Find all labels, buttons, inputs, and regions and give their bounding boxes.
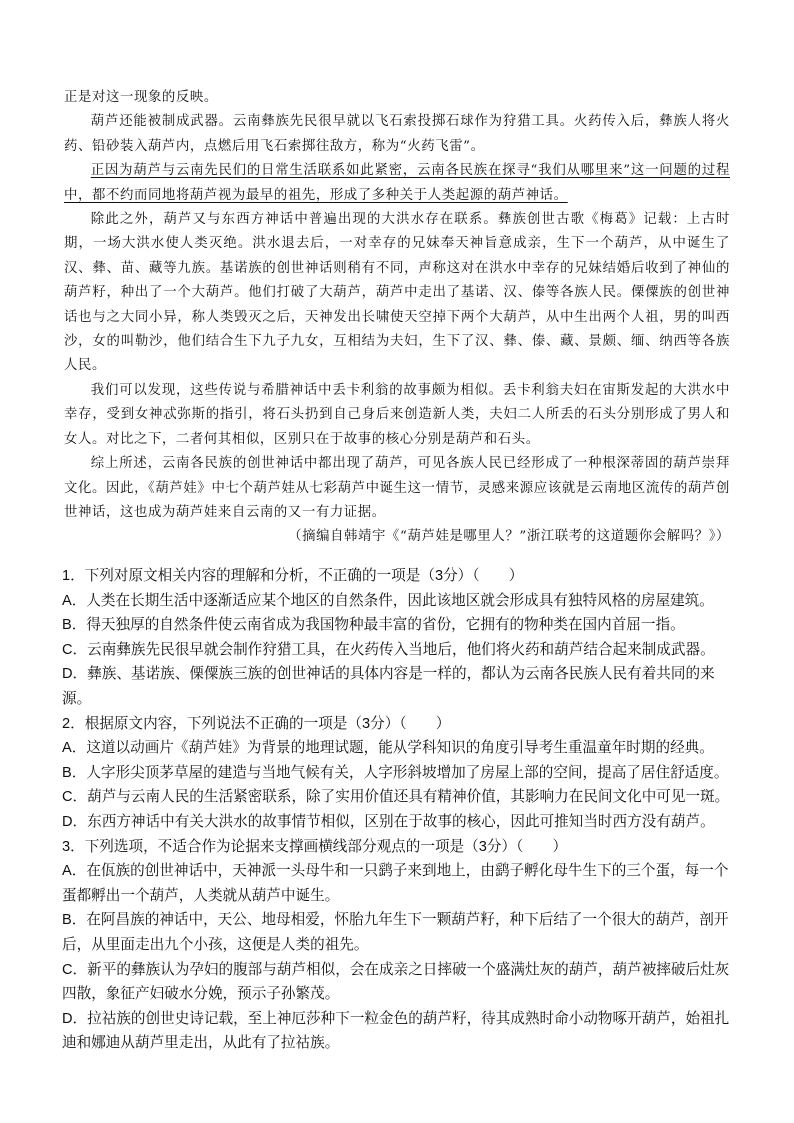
- question-3-option-b: B．在阿昌族的神话中，天公、地母相爱，怀胎九年生下一颗葫芦籽，种下后结了一个很大的葫芦，剖开后，从里面走出九个小孩，这便是人类的祖先。: [62, 912, 729, 953]
- passage-paragraph-4: 我们可以发现，这些传说与希腊神话中丢卡利翁的故事颇为相似。丢卡利翁夫妇在宙斯发起的大洪水中幸存，受到女神忒弥斯的指引，将石头扔到自己身后来创造新人类，夫妇二人所丢的石头分别形成了男人和女人。对比之下，二者何其相似，区别只在于故事的核心分别是葫芦和石头。: [64, 382, 730, 447]
- passage-paragraph-3: 除此之外，葫芦又与东西方神话中普遍出现的大洪水存在联系。彝族创世古歌《梅葛》记载：上古时期，一场大洪水使人类灭绝。洪水退去后，一对幸存的兄妹奉天神旨意成亲，生下一个葫芦，从中诞生了汉、彝、苗、藏等九族。基诺族的创世神话则稍有不同，声称这对在洪水中幸存的兄妹结婚后收到了神仙的葫芦籽，种出了一个大葫芦。他们打破了大葫芦，葫芦中走出了基诺、汉、傣等各族人民。傈僳族的创世神话也与之大同小异，称人类毁灭之后，天神发出长啸使天空掉下两个大葫芦，从中生出两个人祖，男的叫西沙，女的叫勒沙，他们结合生下九子九女，互相结为夫妇，生下了汉、彝、傣、藏、景颇、缅、纳西等各族人民。: [64, 212, 730, 374]
- question-2-option-b: B．人字形尖顶茅草屋的建造与当地气候有关，人字形斜坡增加了房屋上部的空间，提高了居住舒适度。: [62, 764, 729, 781]
- underlined-viewpoint: 正因为葫芦与云南先民们的日常生活联系如此紧密，云南各民族在探寻“我们从哪里来”这一问题的过程中，都不约而同地将葫芦视为最早的祖先，形成了多种关于人类起源的葫芦神话。: [64, 163, 730, 203]
- passage-paragraph-5: 综上所述，云南各民族的创世神话中都出现了葫芦，可见各族人民已经形成了一种根深蒂固的葫芦崇拜文化。因此，《葫芦娃》中七个葫芦娃从七彩葫芦中诞生这一情节，灵感来源应该就是云南地区流传的葫芦创世神话，这也成为葫芦娃来自云南的又一有力证据。: [64, 456, 730, 520]
- passage-paragraph-0: 正是对这一现象的反映。: [64, 90, 218, 105]
- reading-passage: [64, 86, 730, 550]
- question-1-option-b: B．得天独厚的自然条件使云南省成为我国物种最丰富的省份，它拥有的物种类在国内首屈一指。: [62, 617, 685, 634]
- question-2-option-d: D．东西方神话中有关大洪水的故事情节相似，区别在于故事的核心，因此可推知当时西方没有葫芦。: [62, 813, 715, 830]
- question-1-option-c: C．云南彝族先民很早就会制作狩猎工具，在火药传入当地后，他们将火药和葫芦结合起来制成武器。: [62, 641, 715, 658]
- question-section: [62, 564, 730, 1056]
- question-1-option-a: A．人类在长期生活中逐渐适应某个地区的自然条件，因此该地区就会形成具有独特风格的房屋建筑。: [62, 592, 714, 609]
- passage-paragraph-2-underlined: [64, 159, 730, 208]
- question-2-option-c: C．葫芦与云南人民的生活紧密联系，除了实用价值还具有精神价值，其影响力在民间文化中可见一斑。: [62, 789, 730, 806]
- question-1-stem: 1．下列对原文相关内容的理解和分析，不正确的一项是（3分）（ ）: [62, 568, 524, 584]
- question-3-option-c: C．新平的彝族认为孕妇的腹部与葫芦相似，会在成亲之日摔破一个盛满灶灰的葫芦，葫芦被摔破后灶灰四散，象征产妇破水分娩，预示子孙繁茂。: [62, 961, 730, 1003]
- question-3-stem: 3．下列选项，不适合作为论据来支撑画横线部分观点的一项是（3分）（ ）: [62, 838, 568, 855]
- passage-paragraph-1: 葫芦还能被制成武器。云南彝族先民很早就以飞石索投掷石球作为狩猎工具。火药传入后，彝族人将火药、铅砂装入葫芦内，点燃后用飞石索掷往敌方，称为“火药飞雷”。: [64, 114, 730, 154]
- question-1-option-d: D．彝族、基诺族、傈僳族三族的创世神话的具体内容是一样的，都认为云南各民族人民有着共同的来源。: [62, 666, 715, 707]
- question-3-option-d: D．拉祜族的创世史诗记载，至上神厄莎种下一粒金色的葫芦籽，待其成熟时命小动物啄开葫芦，始祖扎迪和娜迪从葫芦里走出，从此有了拉祜族。: [62, 1010, 730, 1052]
- question-3-option-a: A．在佤族的创世神话中，天神派一头母牛和一只鹞子来到地上，由鹞子孵化母牛生下的三个蛋，每一个蛋都孵出一个葫芦，人类就从葫芦中诞生。: [62, 863, 729, 904]
- passage-source: （摘编自韩靖宇《“葫芦娃是哪里人？”浙江联考的这道题你会解吗？》）: [288, 529, 730, 545]
- question-2-option-a: A．这道以动画片《葫芦娃》为背景的地理试题，能从学科知识的角度引导考生重温童年时期的经典。: [62, 740, 714, 757]
- question-2-stem: 2．根据原文内容，下列说法不正确的一项是（3分）（ ）: [62, 715, 451, 732]
